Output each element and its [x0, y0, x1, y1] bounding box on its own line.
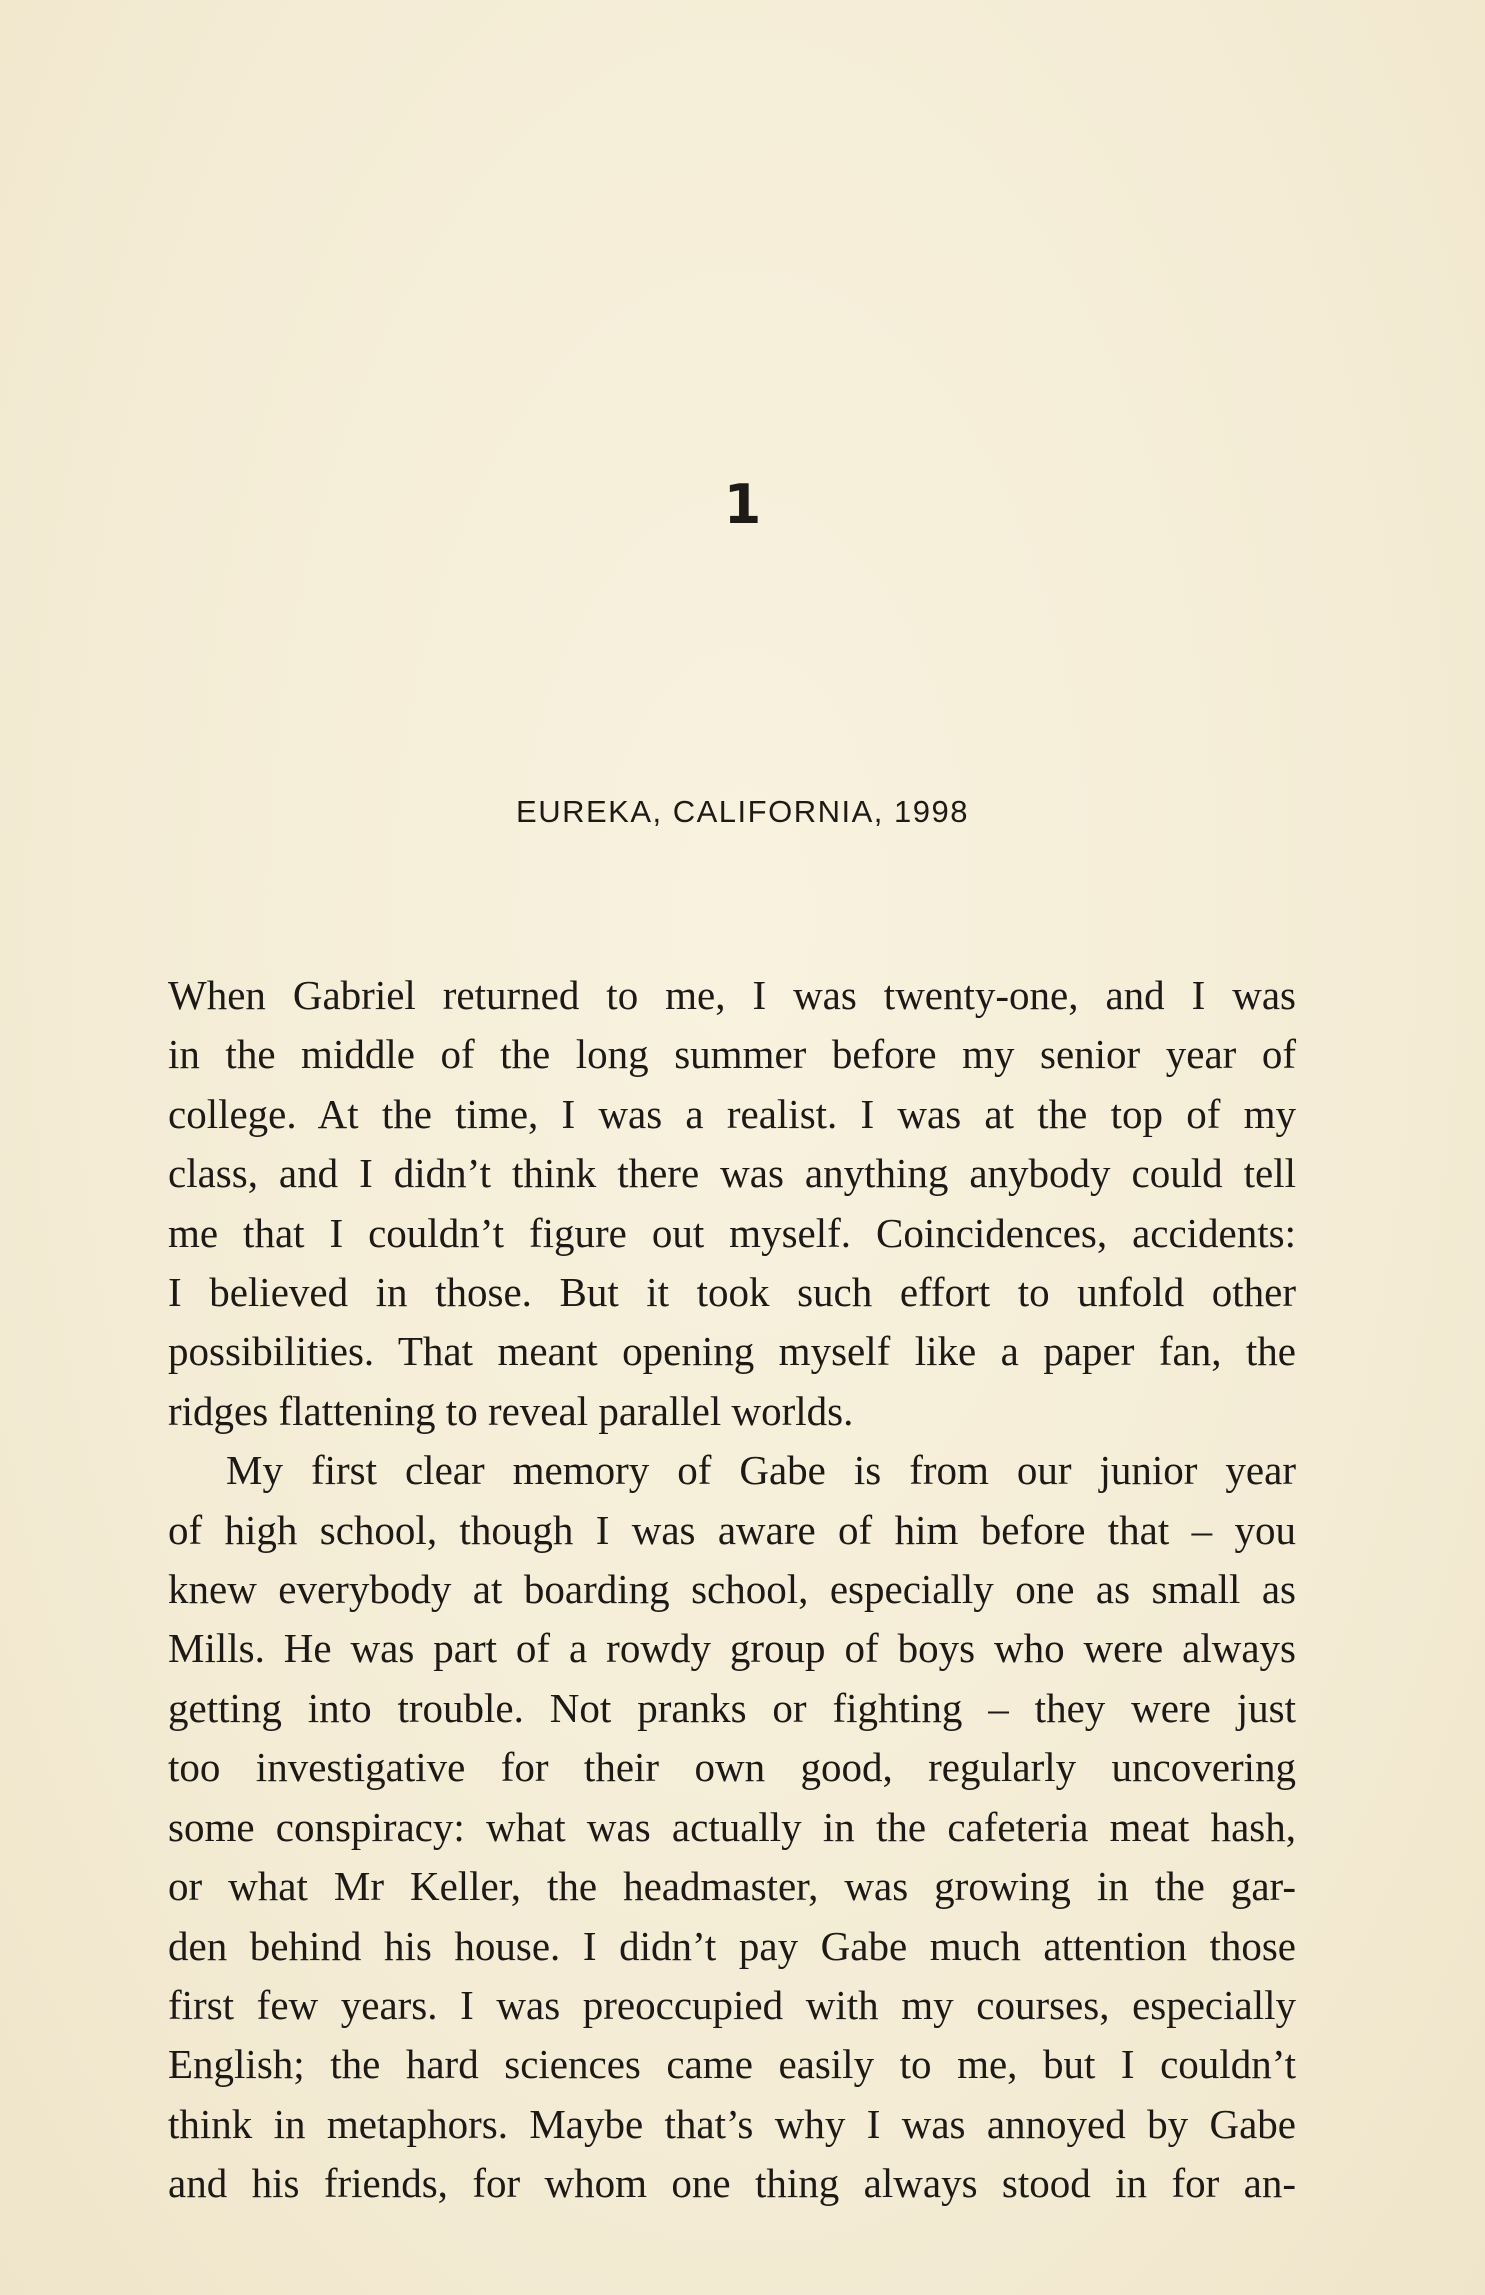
text-line: and his friends, for whom one thing always stood in for an- [168, 2160, 1296, 2207]
text-line: possibilities. That meant opening myself like a paper fan, the [168, 1328, 1296, 1375]
text-line: knew everybody at boarding school, especially one as small as [168, 1566, 1296, 1613]
chapter-number: 1 [723, 473, 762, 536]
body-text [168, 966, 1296, 2214]
text-line: ridges flattening to reveal parallel worlds. [168, 1387, 854, 1434]
text-line: Mills. He was part of a rowdy group of boys who were always [168, 1625, 1296, 1672]
text-line: or what Mr Keller, the headmaster, was growing in the gar- [168, 1863, 1296, 1910]
text-line: think in metaphors. Maybe that’s why I was annoyed by Gabe [168, 2100, 1296, 2147]
text-line: first few years. I was preoccupied with my courses, especially [168, 1981, 1296, 2028]
text-line: When Gabriel returned to me, I was twenty-one, and I was [168, 972, 1296, 1018]
text-line: college. At the time, I was a realist. I was at the top of my [168, 1090, 1296, 1137]
text-line: My first clear memory of Gabe is from our junior year [226, 1447, 1296, 1494]
text-line: I believed in those. But it took such effort to unfold other [168, 1269, 1296, 1316]
chapter-place-heading: EUREKA, CALIFORNIA, 1998 [516, 794, 969, 829]
text-line: me that I couldn’t figure out myself. Coincidences, accidents: [168, 1209, 1296, 1256]
text-line: in the middle of the long summer before my senior year of [168, 1031, 1296, 1078]
text-line: of high school, though I was aware of him before that – you [168, 1506, 1296, 1553]
text-line: class, and I didn’t think there was anything anybody could tell [168, 1150, 1296, 1197]
text-line: English; the hard sciences came easily to me, but I couldn’t [168, 2041, 1296, 2088]
text-line: den behind his house. I didn’t pay Gabe much attention those [168, 1922, 1296, 1969]
paragraph-1 [168, 966, 1296, 1441]
text-line: too investigative for their own good, regularly uncovering [168, 1744, 1296, 1791]
text-line: some conspiracy: what was actually in the cafeteria meat hash, [168, 1803, 1296, 1850]
text-line: getting into trouble. Not pranks or fighting – they were just [168, 1684, 1296, 1731]
paragraph-2 [168, 1441, 1296, 2213]
